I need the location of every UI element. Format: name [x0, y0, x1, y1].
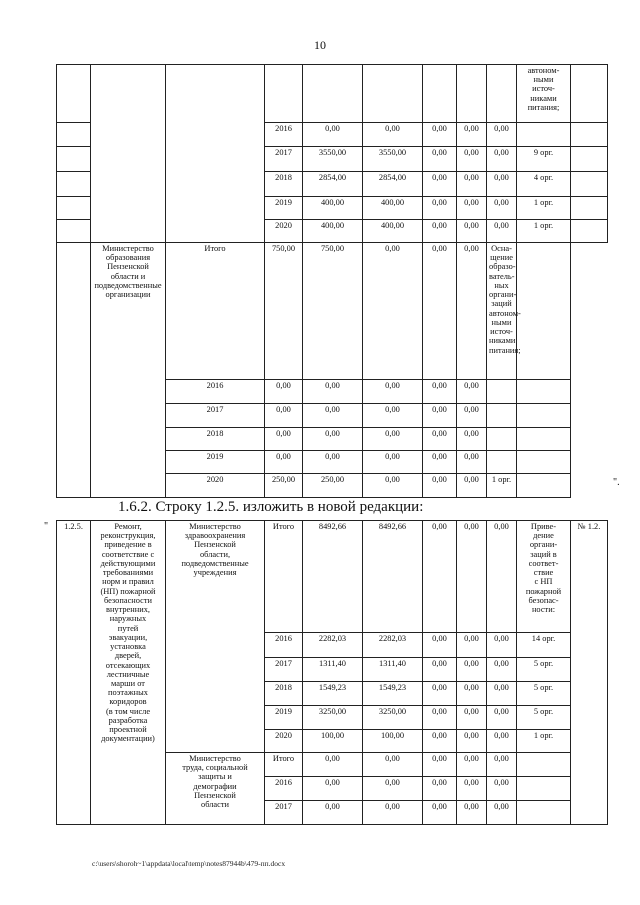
- regional-budget-cell: 8492,66: [363, 521, 423, 633]
- federal-budget-cell: 0,00: [423, 633, 457, 658]
- regional-budget-cell: 3550,00: [363, 147, 423, 172]
- regional-budget-cell: 1311,40: [363, 658, 423, 682]
- indicator-link-cell: № 1.2.: [571, 521, 608, 825]
- local-budget-cell: 0,00: [423, 474, 457, 498]
- regional-budget-cell: 750,00: [303, 243, 363, 380]
- local-budget-cell: 0,00: [457, 777, 487, 801]
- result-note: Осна- щение образо- ватель- ных органи- заций автоном- ными источ- никами питания;: [487, 243, 517, 380]
- local-budget-cell: 0,00: [457, 658, 487, 682]
- local-budget-cell: 0,00: [457, 730, 487, 753]
- total-amount-cell: 3250,00: [303, 706, 363, 730]
- extra-budget-cell: 0,00: [487, 147, 517, 172]
- local-budget-cell: 0,00: [457, 123, 487, 147]
- federal-budget-cell: 0,00: [423, 706, 457, 730]
- federal-budget-cell: 0,00: [423, 521, 457, 633]
- result-note: [487, 428, 517, 451]
- year-cell: 2016: [265, 123, 303, 147]
- total-amount-cell: 1311,40: [303, 658, 363, 682]
- year-cell: 2020: [166, 474, 265, 498]
- year-cell: 2018: [166, 428, 265, 451]
- extra-budget-cell: 0,00: [487, 123, 517, 147]
- extra-budget-cell: 0,00: [457, 451, 487, 474]
- local-budget-cell: 0,00: [457, 801, 487, 825]
- federal-budget-cell: 0,00: [363, 380, 423, 404]
- total-amount-cell: 1549,23: [303, 682, 363, 706]
- year-cell: 2016: [265, 777, 303, 801]
- result-note: [517, 801, 571, 825]
- year-cell: 2017: [166, 404, 265, 428]
- program-table-row-1-2-5: [56, 520, 608, 825]
- total-amount-cell: 0,00: [303, 753, 363, 777]
- result-note: 1 орг.: [517, 730, 571, 753]
- federal-budget-cell: 0,00: [363, 474, 423, 498]
- extra-budget-cell: 0,00: [487, 658, 517, 682]
- total-amount-cell: 2854,00: [303, 172, 363, 197]
- year-cell: 2017: [265, 801, 303, 825]
- regional-budget-cell: 0,00: [363, 123, 423, 147]
- total-amount-cell: 0,00: [265, 428, 303, 451]
- year-cell: 2019: [265, 706, 303, 730]
- extra-budget-cell: 0,00: [487, 521, 517, 633]
- regional-budget-cell: 0,00: [363, 753, 423, 777]
- local-budget-cell: 0,00: [457, 197, 487, 220]
- year-cell: 2016: [166, 380, 265, 404]
- local-budget-cell: 0,00: [457, 706, 487, 730]
- executor-cell: Министерство здравоохранения Пензенской области, подведомственные учреждения: [166, 521, 265, 753]
- extra-budget-cell: 0,00: [487, 801, 517, 825]
- opening-quote: ": [44, 521, 49, 532]
- year-cell: 2017: [265, 658, 303, 682]
- table-row: [57, 65, 608, 123]
- extra-budget-cell: 0,00: [487, 777, 517, 801]
- regional-budget-cell: 2282,03: [363, 633, 423, 658]
- section-heading: 1.6.2. Строку 1.2.5. изложить в новой редакции:: [118, 499, 424, 515]
- total-amount-cell: 3550,00: [303, 147, 363, 172]
- total-amount-cell: 400,00: [303, 220, 363, 243]
- total-amount-cell: 250,00: [265, 474, 303, 498]
- result-note: 14 орг.: [517, 633, 571, 658]
- regional-budget-cell: 0,00: [363, 777, 423, 801]
- extra-budget-cell: 0,00: [487, 682, 517, 706]
- extra-budget-cell: 0,00: [487, 753, 517, 777]
- closing-quote: ".: [613, 477, 620, 488]
- regional-budget-cell: 0,00: [303, 451, 363, 474]
- total-amount-cell: 0,00: [265, 451, 303, 474]
- local-budget-cell: 0,00: [423, 451, 457, 474]
- extra-budget-cell: 0,00: [457, 380, 487, 404]
- regional-budget-cell: 2854,00: [363, 172, 423, 197]
- extra-budget-cell: 0,00: [487, 633, 517, 658]
- page-number: 10: [314, 38, 326, 52]
- federal-budget-cell: 0,00: [423, 682, 457, 706]
- local-budget-cell: 0,00: [457, 633, 487, 658]
- local-budget-cell: 0,00: [423, 380, 457, 404]
- year-cell: 2020: [265, 730, 303, 753]
- result-note: [487, 451, 517, 474]
- local-budget-cell: 0,00: [423, 243, 457, 380]
- federal-budget-cell: 0,00: [423, 801, 457, 825]
- year-cell: 2017: [265, 147, 303, 172]
- extra-budget-cell: 0,00: [457, 474, 487, 498]
- regional-budget-cell: 400,00: [363, 220, 423, 243]
- result-note: 5 орг.: [517, 658, 571, 682]
- regional-budget-cell: 0,00: [303, 428, 363, 451]
- extra-budget-cell: 0,00: [457, 243, 487, 380]
- total-amount-cell: 2282,03: [303, 633, 363, 658]
- footer-file-path: c:\users\shoroh~1\appdata\local\temp\notes87944b\479-пп.docx: [92, 859, 286, 868]
- year-cell: 2018: [265, 172, 303, 197]
- extra-budget-cell: 0,00: [487, 220, 517, 243]
- year-cell: 2016: [265, 633, 303, 658]
- local-budget-cell: 0,00: [457, 753, 487, 777]
- local-budget-cell: 0,00: [457, 147, 487, 172]
- result-note: Приве- дение органи- заций в соответ- ствие с НП пожарной безопас- ности:: [517, 521, 571, 633]
- federal-budget-cell: 0,00: [423, 777, 457, 801]
- extra-budget-cell: 0,00: [487, 172, 517, 197]
- year-cell: Итого: [265, 521, 303, 633]
- result-note: 9 орг.: [517, 147, 571, 172]
- extra-budget-cell: 0,00: [457, 428, 487, 451]
- federal-budget-cell: 0,00: [363, 243, 423, 380]
- federal-budget-cell: 0,00: [423, 730, 457, 753]
- result-note: 4 орг.: [517, 172, 571, 197]
- total-amount-cell: 0,00: [303, 801, 363, 825]
- federal-budget-cell: 0,00: [363, 451, 423, 474]
- extra-budget-cell: 0,00: [457, 404, 487, 428]
- federal-budget-cell: 0,00: [363, 428, 423, 451]
- year-cell: Итого: [166, 243, 265, 380]
- result-note: [487, 404, 517, 428]
- executor-cell: Министерство труда, социальной защиты и демографии Пензенской области: [166, 753, 265, 825]
- regional-budget-cell: 250,00: [303, 474, 363, 498]
- executor-cell: Министерство образования Пензенской области и подведомственные организации: [91, 243, 166, 498]
- result-note: 5 орг.: [517, 706, 571, 730]
- result-note: [517, 123, 571, 147]
- federal-budget-cell: 0,00: [423, 220, 457, 243]
- extra-budget-cell: 0,00: [487, 706, 517, 730]
- extra-budget-cell: 0,00: [487, 197, 517, 220]
- federal-budget-cell: 0,00: [423, 658, 457, 682]
- federal-budget-cell: 0,00: [423, 123, 457, 147]
- regional-budget-cell: 100,00: [363, 730, 423, 753]
- total-amount-cell: 400,00: [303, 197, 363, 220]
- local-budget-cell: 0,00: [423, 428, 457, 451]
- year-cell: 2019: [166, 451, 265, 474]
- regional-budget-cell: 3250,00: [363, 706, 423, 730]
- total-amount-cell: 0,00: [265, 380, 303, 404]
- regional-budget-cell: 0,00: [303, 380, 363, 404]
- result-note: 1 орг.: [517, 197, 571, 220]
- federal-budget-cell: 0,00: [423, 147, 457, 172]
- year-cell: 2018: [265, 682, 303, 706]
- table-row: [57, 243, 608, 380]
- extra-budget-cell: 0,00: [487, 730, 517, 753]
- regional-budget-cell: 0,00: [303, 404, 363, 428]
- year-cell: Итого: [265, 753, 303, 777]
- result-note: [517, 777, 571, 801]
- regional-budget-cell: 400,00: [363, 197, 423, 220]
- local-budget-cell: 0,00: [423, 404, 457, 428]
- activity-description-cell: Ремонт, реконструкция, приведение в соответствие с действующими требованиями норм и правил (НП) пожарной безопасности внутренних, наружных путей эвакуации, установка дверей, отсекающих лестничные марши от поэтажных коридоров (в том числе разработка проектной документации): [91, 521, 166, 825]
- total-amount-cell: 100,00: [303, 730, 363, 753]
- year-cell: 2019: [265, 197, 303, 220]
- total-amount-cell: 750,00: [265, 243, 303, 380]
- federal-budget-cell: 0,00: [363, 404, 423, 428]
- federal-budget-cell: 0,00: [423, 753, 457, 777]
- total-amount-cell: 8492,66: [303, 521, 363, 633]
- table-row: [57, 521, 608, 633]
- local-budget-cell: 0,00: [457, 220, 487, 243]
- result-note: 1 орг.: [487, 474, 517, 498]
- regional-budget-cell: 0,00: [363, 801, 423, 825]
- regional-budget-cell: 1549,23: [363, 682, 423, 706]
- row-number-cell: 1.2.5.: [57, 521, 91, 825]
- result-note: 5 орг.: [517, 682, 571, 706]
- federal-budget-cell: 0,00: [423, 197, 457, 220]
- result-note: [517, 753, 571, 777]
- total-amount-cell: 0,00: [303, 777, 363, 801]
- result-note: 1 орг.: [517, 220, 571, 243]
- year-cell: 2020: [265, 220, 303, 243]
- federal-budget-cell: 0,00: [423, 172, 457, 197]
- program-table-continuation: [56, 64, 608, 498]
- local-budget-cell: 0,00: [457, 521, 487, 633]
- total-amount-cell: 0,00: [303, 123, 363, 147]
- result-note: автоном- ными источ- никами питания;: [517, 65, 571, 123]
- total-amount-cell: 0,00: [265, 404, 303, 428]
- result-note: [487, 380, 517, 404]
- local-budget-cell: 0,00: [457, 172, 487, 197]
- local-budget-cell: 0,00: [457, 682, 487, 706]
